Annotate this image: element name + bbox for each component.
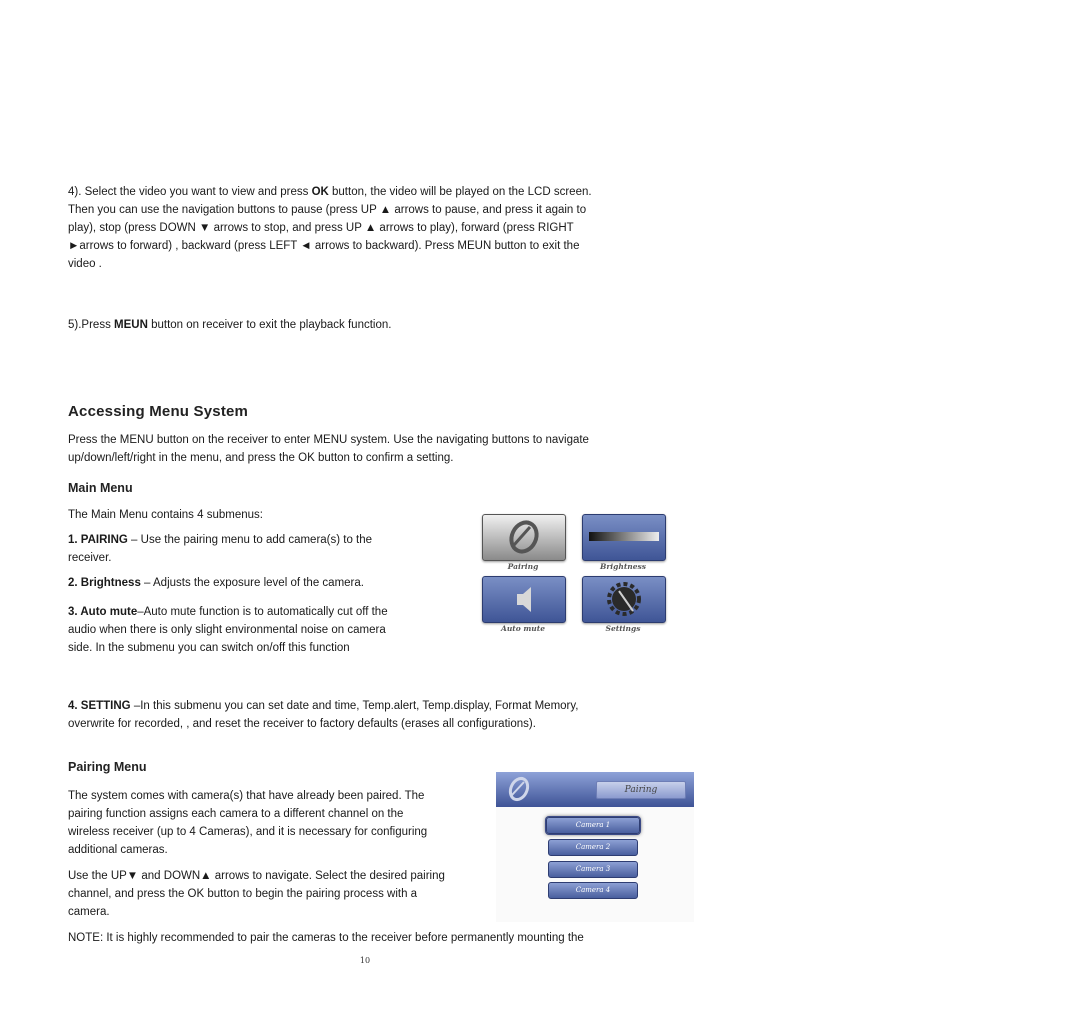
pairing-p1-line4: additional cameras. [68, 844, 168, 856]
pairing-p1-line1: The system comes with camera(s) that have already been paired. The [68, 790, 425, 802]
brightness-tile [582, 514, 666, 561]
menu-intro-line2: up/down/left/right in the menu, and press the OK button to confirm a setting. [68, 452, 454, 464]
section-heading-menu-system: Accessing Menu System [68, 403, 249, 420]
main-menu-item1-line2: receiver. [68, 552, 112, 564]
pairing-p1-line2: pairing function assigns each camera to a different channel on the [68, 808, 404, 820]
camera-3-button[interactable]: Camera 3 [548, 861, 638, 878]
pairing-screen-title: Pairing [596, 781, 686, 799]
main-menu-item1-line1: 1. PAIRING – Use the pairing menu to add camera(s) to the [68, 534, 373, 546]
pairing-p2-line2: channel, and press the OK button to begin the pairing process with a [68, 888, 418, 900]
pairing-screen-header [496, 772, 694, 807]
brightness-tile-label: Brightness [600, 562, 646, 571]
menu-intro-line1: Press the MENU button on the receiver to enter MENU system. Use the navigating buttons to navigate [68, 434, 589, 446]
pairing-tile [482, 514, 566, 561]
main-menu-heading: Main Menu [68, 481, 133, 495]
step4-line5: video . [68, 258, 102, 270]
main-menu-item2: 2. Brightness – Adjusts the exposure level of the camera. [68, 577, 364, 589]
step4-line4: ►arrows to forward) , backward (press LEFT ◄ arrows to backward). Press MEUN button to exit the [68, 240, 580, 252]
brightness-icon [583, 515, 665, 560]
pairing-icon [483, 515, 565, 560]
step4-line3: play), stop (press DOWN ▼ arrows to stop, and press UP ▲ arrows to play), forward (press RIGHT [68, 222, 574, 234]
main-menu-item3-line2: audio when there is only slight environmental noise on camera [68, 624, 386, 636]
pairing-note: NOTE: It is highly recommended to pair the cameras to the receiver before permanently mounting the [68, 932, 584, 944]
step5-line: 5).Press MEUN button on receiver to exit the playback function. [68, 319, 392, 331]
camera-2-button[interactable]: Camera 2 [548, 839, 638, 856]
main-menu-screenshot [476, 508, 676, 644]
settings-tile-label: Settings [605, 624, 641, 633]
page-number: 10 [359, 956, 371, 965]
main-menu-item3-line1: 3. Auto mute–Auto mute function is to automatically cut off the [68, 606, 388, 618]
pairing-tile-label: Pairing [507, 562, 539, 571]
main-menu-item4-line1: 4. SETTING –In this submenu you can set date and time, Temp.alert, Temp.display, Format Memory, [68, 700, 579, 712]
camera-1-button[interactable]: Camera 1 [546, 817, 640, 834]
pairing-menu-heading: Pairing Menu [68, 760, 147, 774]
gear-icon [583, 577, 665, 622]
pairing-icon [502, 772, 536, 807]
speaker-icon [483, 577, 565, 622]
auto-mute-tile-label: Auto mute [501, 624, 545, 633]
main-menu-item4-line2: overwrite for recorded, , and reset the receiver to factory defaults (erases all configurations). [68, 718, 536, 730]
main-menu-intro: The Main Menu contains 4 submenus: [68, 509, 263, 521]
camera-4-button[interactable]: Camera 4 [548, 882, 638, 899]
step4-line1: 4). Select the video you want to view and press OK button, the video will be played on the LCD screen. [68, 186, 592, 198]
main-menu-item3-line3: side. In the submenu you can switch on/off this function [68, 642, 350, 654]
settings-tile [582, 576, 666, 623]
auto-mute-tile [482, 576, 566, 623]
pairing-p1-line3: wireless receiver (up to 4 Cameras), and it is necessary for configuring [68, 826, 428, 838]
pairing-menu-screenshot [496, 772, 694, 922]
pairing-p2-line1: Use the UP▼ and DOWN▲ arrows to navigate. Select the desired pairing [68, 870, 445, 882]
step4-line2: Then you can use the navigation buttons to pause (press UP ▲ arrows to pause, and press it again to [68, 204, 587, 216]
pairing-p2-line3: camera. [68, 906, 110, 918]
